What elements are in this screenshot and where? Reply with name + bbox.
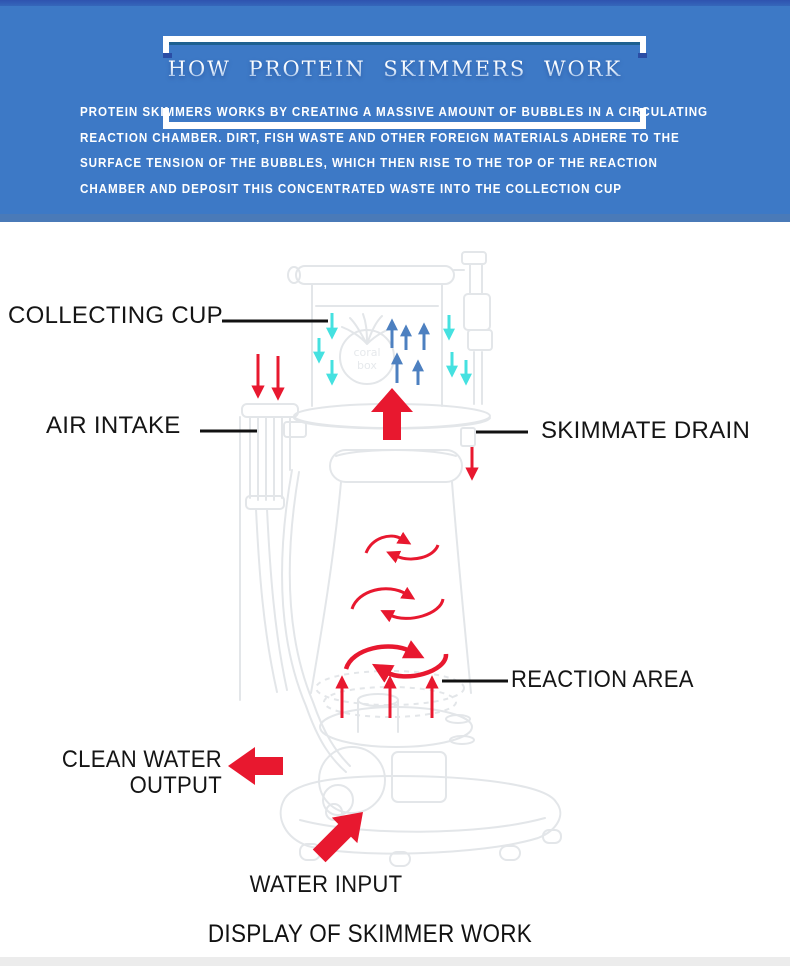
description-line-3: SURFACE TENSION OF THE BUBBLES, WHICH THEN RISE TO THE TOP OF THE REACTION — [80, 156, 658, 171]
clean-water-arrow — [228, 747, 283, 785]
swirl-arrow — [390, 599, 443, 618]
swirl-arrow — [352, 589, 406, 609]
description-line-2: REACTION CHAMBER. DIRT, FISH WASTE AND OTHER FOREIGN MATERIALS ADHERE TO THE — [80, 130, 680, 145]
label-reaction-area: REACTION AREA — [511, 666, 694, 693]
logo-text-coral: coral — [353, 346, 381, 359]
swirl-arrow — [366, 536, 402, 553]
label-clean-water-line1: CLEAN WATER — [61, 746, 222, 773]
swirl-arrow — [346, 647, 410, 669]
swirl-arrow — [396, 545, 438, 559]
logo-text-box: box — [357, 359, 377, 372]
label-clean-water-line2: OUTPUT — [129, 772, 222, 799]
footer-strip — [0, 957, 790, 966]
header-banner — [0, 0, 790, 222]
label-collecting-cup: COLLECTING CUP — [8, 302, 223, 329]
description-line-1: PROTEIN SKIMMERS WORKS BY CREATING A MASSIVE AMOUNT OF BUBBLES IN A CIRCULATING — [80, 105, 709, 119]
label-leader-lines — [200, 321, 528, 681]
top-strip — [0, 0, 790, 6]
description-line-4: CHAMBER AND DEPOSIT THIS CONCENTRATED WASTE INTO THE COLLECTION CUP — [80, 181, 622, 196]
diagram-caption: DISPLAY OF SKIMMER WORK — [207, 920, 533, 948]
label-water-input: WATER INPUT — [249, 871, 403, 898]
rise-arrow — [371, 388, 413, 440]
label-air-intake: AIR INTAKE — [46, 412, 181, 439]
label-clean-water-output — [18, 747, 222, 799]
flow-arrows — [228, 313, 472, 869]
page-title: HOW PROTEIN SKIMMERS WORK — [0, 57, 790, 81]
header-description — [80, 100, 755, 202]
label-skimmate-drain: SKIMMATE DRAIN — [541, 417, 751, 444]
